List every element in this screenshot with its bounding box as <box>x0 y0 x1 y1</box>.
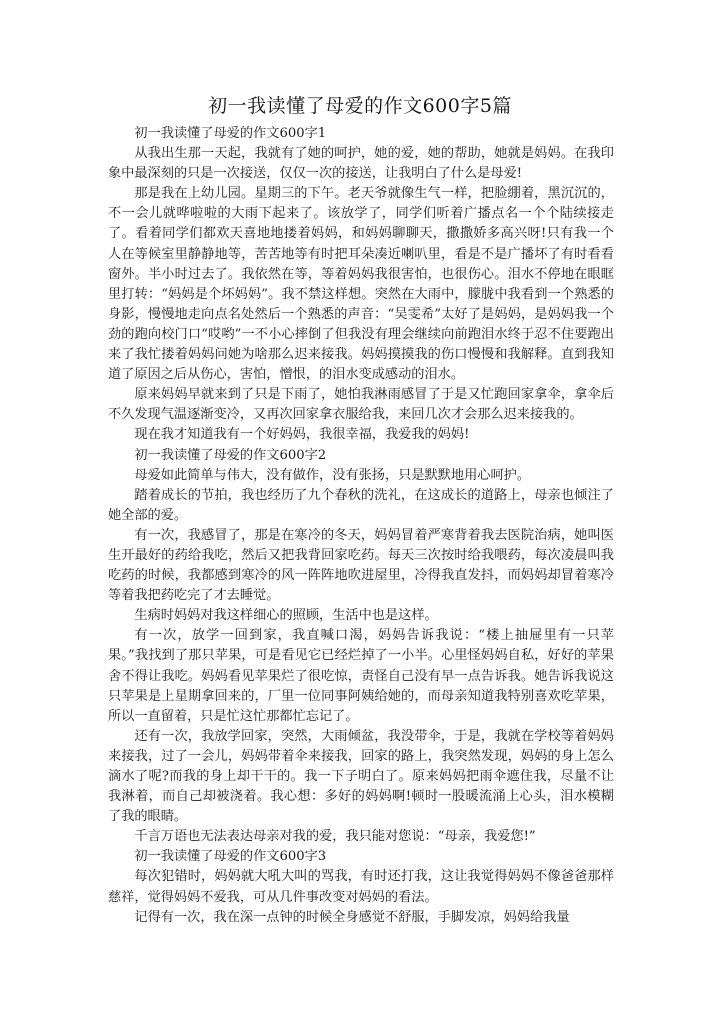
paragraph: 生病时妈妈对我这样细心的照顾，生活中也是这样。 <box>134 608 438 624</box>
paragraph: 记得有一次，我在深一点钟的时候全身感觉不舒服，手脚发凉，妈妈给我量 <box>134 909 570 925</box>
paragraph: 踏着成长的节拍，我也经历了九个春秋的洗礼，在这成长的道路上，母亲也倾注了她全部的爱。 <box>108 487 614 523</box>
paragraph: 原来妈妈早就来到了只是下雨了，她怕我淋雨感冒了于是又忙跑回家拿伞，拿伞后不久发现气温逐渐变冷，又再次回家拿衣服给我，来回几次才会那么迟来接我的。 <box>108 387 614 423</box>
paragraph: 有一次，放学一回到家，我直喊口渴，妈妈告诉我说：“楼上抽屉里有一只苹果。”我找到了那只苹果，可是看见它已经烂掉了一小半。心里怪妈妈自私，好好的苹果舍不得让我吃。妈妈看见苹果烂了很吃惊，责怪自己没有早一点告诉我。她告诉我说这只苹果是上星期拿回来的，厂里一位同事阿姨给她的，而母亲知道我特别喜欢吃苹果，所以一直留着，只是忙这忙那都忙忘记了。 <box>108 628 614 724</box>
paragraph: 母爱如此简单与伟大，没有做作，没有张扬，只是默默地用心呵护。 <box>134 467 531 483</box>
paragraph: 现在我才知道我有一个好妈妈，我很幸福，我爱我的妈妈! <box>134 427 470 443</box>
paragraph: 还有一次，我放学回家，突然，大雨倾盆，我没带伞，于是，我就在学校等着妈妈来接我，过了一会儿，妈妈带着伞来接我，回家的路上，我突然发现，妈妈的身上怎么滴水了呢?而我的身上却干干的。我一下子明白了。原来妈妈把雨伞遮住我，尽量不让我淋着，而自己却被浇着。我心想：多好的妈妈啊!顿时一股暖流涌上心头，泪水模糊了我的眼睛。 <box>108 728 614 825</box>
paragraph: 那是我在上幼儿园。星期三的下午。老天爷就像生气一样，把脸绷着，黑沉沉的，不一会儿就哗啦啦的大雨下起来了。该放学了，同学们听着广播点名一个个陆续接走了。看着同学们都欢天喜地地搂着妈妈，和妈妈聊聊天，撒撒娇多高兴呀!只有我一个人在等候室里静静地等，苦苦地等有时把耳朵凑近喇叭里，看是不是广播坏了有时看看窗外。半小时过去了。我依然在等，等着妈妈我很害怕，也很伤心。泪水不停地在眼眶里打转：“妈妈是个坏妈妈”。我不禁这样想。突然在大雨中，朦胧中我看到一个熟悉的身影，慢慢地走向点名处然后一个熟悉的声音：“吴雯希”太好了是妈妈，是妈妈我一个劲的跑向校门口“哎哟”一不小心摔倒了但我没有理会继续向前跑泪水终于忍不住要跑出来了我忙搂着妈妈问她为啥那么迟来接我。妈妈摸摸我的伤口慢慢和我解释。直到我知道了原因之后从伤心，害怕，憎恨，的泪水变成感动的泪水。 <box>108 186 614 383</box>
document-title: 初一我读懂了母爱的作文600字5篇 <box>208 95 512 117</box>
section-heading: 初一我读懂了母爱的作文600字3 <box>134 849 327 865</box>
paragraph: 每次犯错时，妈妈就大吼大叫的骂我，有时还打我，这让我觉得妈妈不像爸爸那样慈祥，觉得妈妈不爱我，可从几件事改变对妈妈的看法。 <box>108 869 614 905</box>
paragraph: 有一次，我感冒了，那是在寒冷的冬天，妈妈冒着严寒背着我去医院治病，她叫医生开最好的药给我吃，然后又把我背回家吃药。每天三次按时给我喂药，每次凌晨叫我吃药的时候，我都感到寒冷的风一阵阵地吹进屋里，冷得我直发抖，而妈妈却冒着寒冷等着我把药吃完了才去睡觉。 <box>108 527 614 604</box>
paragraph: 千言万语也无法表达母亲对我的爱，我只能对您说：“母亲，我爱您!” <box>134 829 536 845</box>
section-heading: 初一我读懂了母爱的作文600字1 <box>134 126 327 141</box>
document-body <box>108 124 614 928</box>
section-heading: 初一我读懂了母爱的作文600字2 <box>134 447 327 463</box>
paragraph: 从我出生那一天起，我就有了她的呵护，她的爱，她的帮助，她就是妈妈。在我印象中最深刻的只是一次接送，仅仅一次的接送，让我明白了什么是母爱! <box>108 146 614 182</box>
